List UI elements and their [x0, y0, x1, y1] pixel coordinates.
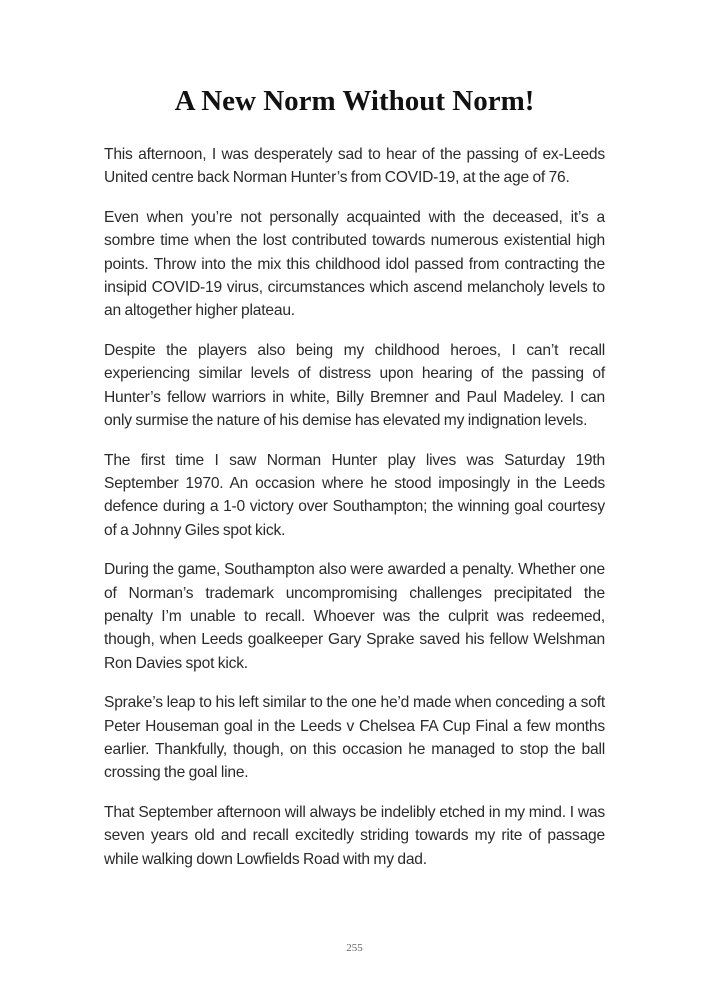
paragraph-1: This afternoon, I was desperately sad to hear of the passing of ex-Leeds United centre back Norman Hunter’s from COVID-19, at the age of 76. — [104, 146, 605, 187]
page-number: 255 — [346, 942, 363, 954]
paragraph-2: Even when you’re not personally acquainted with the deceased, it’s a sombre time when the lost contributed towards numerous existential high points. Throw into the mix this childhood idol passed from contracting the insipid COVID-19 virus, circumstances which ascend melancholy levels to an altogether higher plateau. — [104, 209, 605, 320]
paragraph-4: The first time I saw Norman Hunter play lives was Saturday 19th September 1970. An occasion where he stood imposingly in the Leeds defence during a 1-0 victory over Southampton; the winning goal courtesy of a Johnny Giles spot kick. — [104, 451, 605, 539]
paragraph-7: That September afternoon will always be indelibly etched in my mind. I was seven years old and recall excitedly striding towards my rite of passage while walking down Lowfields Road with my dad. — [104, 804, 605, 868]
article-body — [104, 143, 605, 888]
paragraph-6: Sprake’s leap to his left similar to the one he’d made when conceding a soft Peter Houseman goal in the Leeds v Chelsea FA Cup Final a few months earlier. Thankfully, though, on this occasion he managed to stop the ball crossing the goal line. — [104, 694, 605, 782]
paragraph-5: During the game, Southampton also were awarded a penalty. Whether one of Norman’s trademark uncompromising challenges precipitated the penalty I’m unable to recall. Whoever was the culprit was redeemed, though, when Leeds goalkeeper Gary Sprake saved his fellow Welshman Ron Davies spot kick. — [104, 561, 605, 672]
paragraph-3: Despite the players also being my childhood heroes, I can’t recall experiencing similar levels of distress upon hearing of the passing of Hunter’s fellow warriors in white, Billy Bremner and Paul Madeley. I can only surmise the nature of his demise has elevated my indignation levels. — [104, 342, 605, 429]
page-title: A New Norm Without Norm! — [174, 85, 535, 117]
